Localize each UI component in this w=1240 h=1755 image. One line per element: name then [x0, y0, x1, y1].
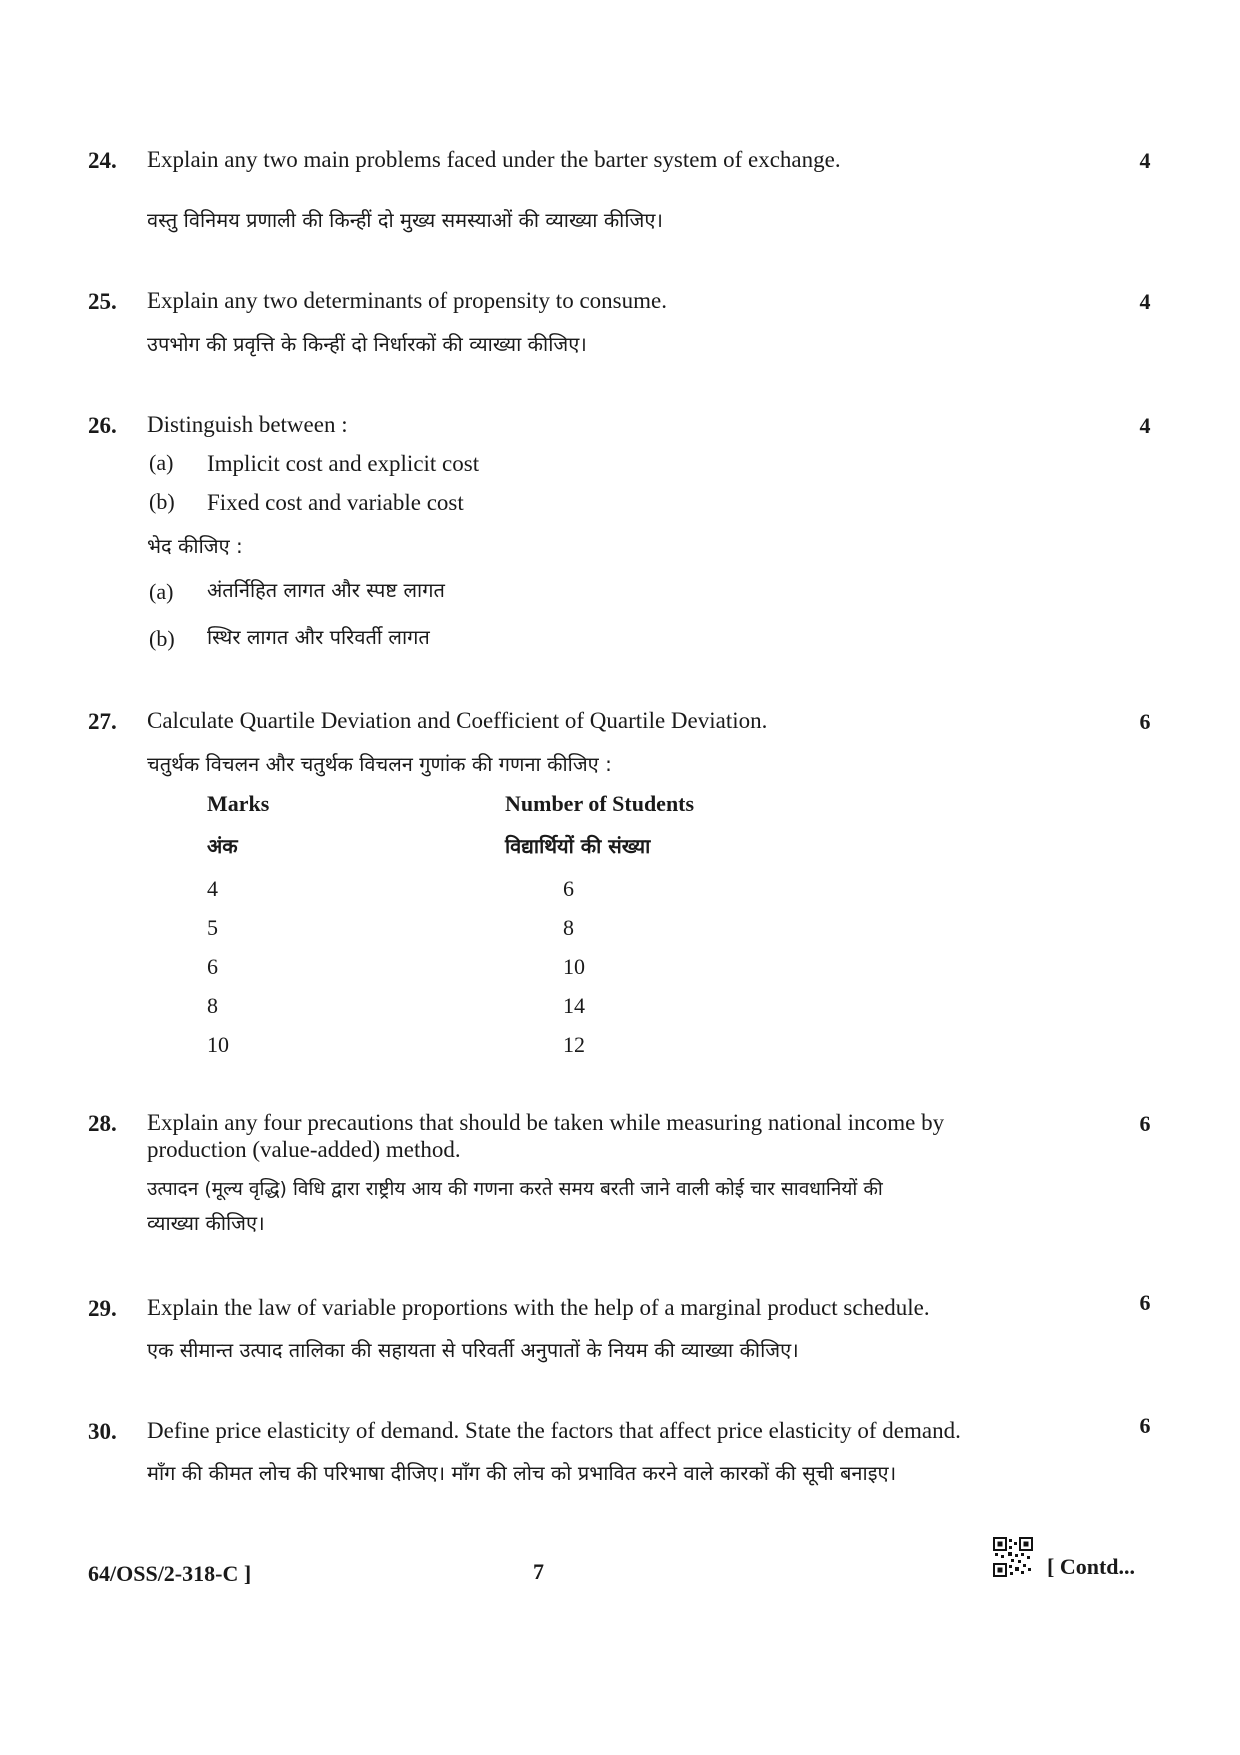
table-cell-marks: 6 — [207, 954, 218, 979]
q28-text-en-line2: production (value-added) method. — [147, 1137, 461, 1162]
table-cell-students: 10 — [563, 954, 585, 979]
q27-text-en: Calculate Quartile Deviation and Coefficient of Quartile Deviation. — [147, 708, 768, 733]
table-header-students-hi: विद्यार्थियों की संख्या — [505, 834, 651, 858]
table-header-students-en: Number of Students — [505, 791, 695, 816]
q27-marks: 6 — [1139, 709, 1151, 734]
q29-marks: 6 — [1139, 1290, 1151, 1315]
q25-text-hi: उपभोग की प्रवृत्ति के किन्हीं दो निर्धारकों की व्याख्या कीजिए। — [147, 332, 587, 356]
q26-part-a-label-en: (a) — [149, 450, 174, 475]
q30-marks: 6 — [1139, 1413, 1151, 1438]
q26-part-a-text-hi: अंतर्निहित लागत और स्पष्ट लागत — [207, 578, 445, 602]
q27-text-hi: चतुर्थक विचलन और चतुर्थक विचलन गुणांक की गणना कीजिए : — [147, 752, 612, 776]
q24-text-en: Explain any two main problems faced under the barter system of exchange. — [147, 147, 841, 172]
q26-part-a-text-en: Implicit cost and explicit cost — [207, 451, 480, 476]
table-cell-students: 8 — [563, 915, 574, 940]
q28-text-en-line1: Explain any four precautions that should be taken while measuring national income by — [147, 1110, 945, 1135]
table-cell-marks: 4 — [207, 876, 218, 901]
q26-part-b-text-en: Fixed cost and variable cost — [207, 490, 464, 515]
q25-number: 25. — [88, 289, 117, 314]
continued-label: [ Contd... — [1047, 1554, 1136, 1579]
paper-code: 64/OSS/2-318-C ] — [88, 1561, 252, 1586]
q28-marks: 6 — [1139, 1111, 1151, 1136]
q26-text-hi: भेद कीजिए : — [147, 534, 243, 558]
q28-number: 28. — [88, 1111, 117, 1136]
table-cell-marks: 10 — [207, 1032, 229, 1057]
page-number: 7 — [533, 1559, 544, 1584]
q26-part-a-label-hi: (a) — [149, 579, 174, 604]
q24-marks: 4 — [1139, 148, 1151, 173]
q28-text-hi-line2: व्याख्या कीजिए। — [147, 1211, 265, 1235]
table-cell-students: 12 — [563, 1032, 585, 1057]
q26-marks: 4 — [1139, 413, 1151, 438]
q30-text-hi: माँग की कीमत लोच की परिभाषा दीजिए। माँग की लोच को प्रभावित करने वाले कारकों की सूची बनाइए। — [147, 1461, 897, 1485]
q29-text-en: Explain the law of variable proportions with the help of a marginal product schedule. — [147, 1295, 930, 1320]
q24-number: 24. — [88, 148, 117, 173]
table-cell-students: 6 — [563, 876, 574, 901]
q26-number: 26. — [88, 413, 117, 438]
table-cell-marks: 8 — [207, 993, 218, 1018]
q29-text-hi: एक सीमान्त उत्पाद तालिका की सहायता से परिवर्ती अनुपातों के नियम की व्याख्या कीजिए। — [147, 1338, 799, 1362]
table-header-marks-en: Marks — [207, 791, 270, 816]
table-cell-marks: 5 — [207, 915, 218, 940]
q26-text-en: Distinguish between : — [147, 412, 348, 437]
table-cell-students: 14 — [563, 993, 585, 1018]
q26-part-b-label-hi: (b) — [149, 626, 175, 651]
q29-number: 29. — [88, 1296, 117, 1321]
q27-number: 27. — [88, 709, 117, 734]
qr-code-icon — [993, 1537, 1033, 1577]
q28-text-hi-line1: उत्पादन (मूल्य वृद्धि) विधि द्वारा राष्ट्रीय आय की गणना करते समय बरती जाने वाली कोई चार सावधानियों की — [147, 1178, 883, 1200]
q26-part-b-text-hi: स्थिर लागत और परिवर्ती लागत — [207, 625, 430, 649]
q30-text-en: Define price elasticity of demand. State the factors that affect price elasticity of demand. — [147, 1418, 961, 1443]
table-header-marks-hi: अंक — [207, 834, 238, 858]
q25-text-en: Explain any two determinants of propensity to consume. — [147, 288, 667, 313]
q25-marks: 4 — [1139, 289, 1151, 314]
q26-part-b-label-en: (b) — [149, 489, 175, 514]
q24-text-hi: वस्तु विनिमय प्रणाली की किन्हीं दो मुख्य समस्याओं की व्याख्या कीजिए। — [147, 208, 664, 232]
q30-number: 30. — [88, 1419, 117, 1444]
